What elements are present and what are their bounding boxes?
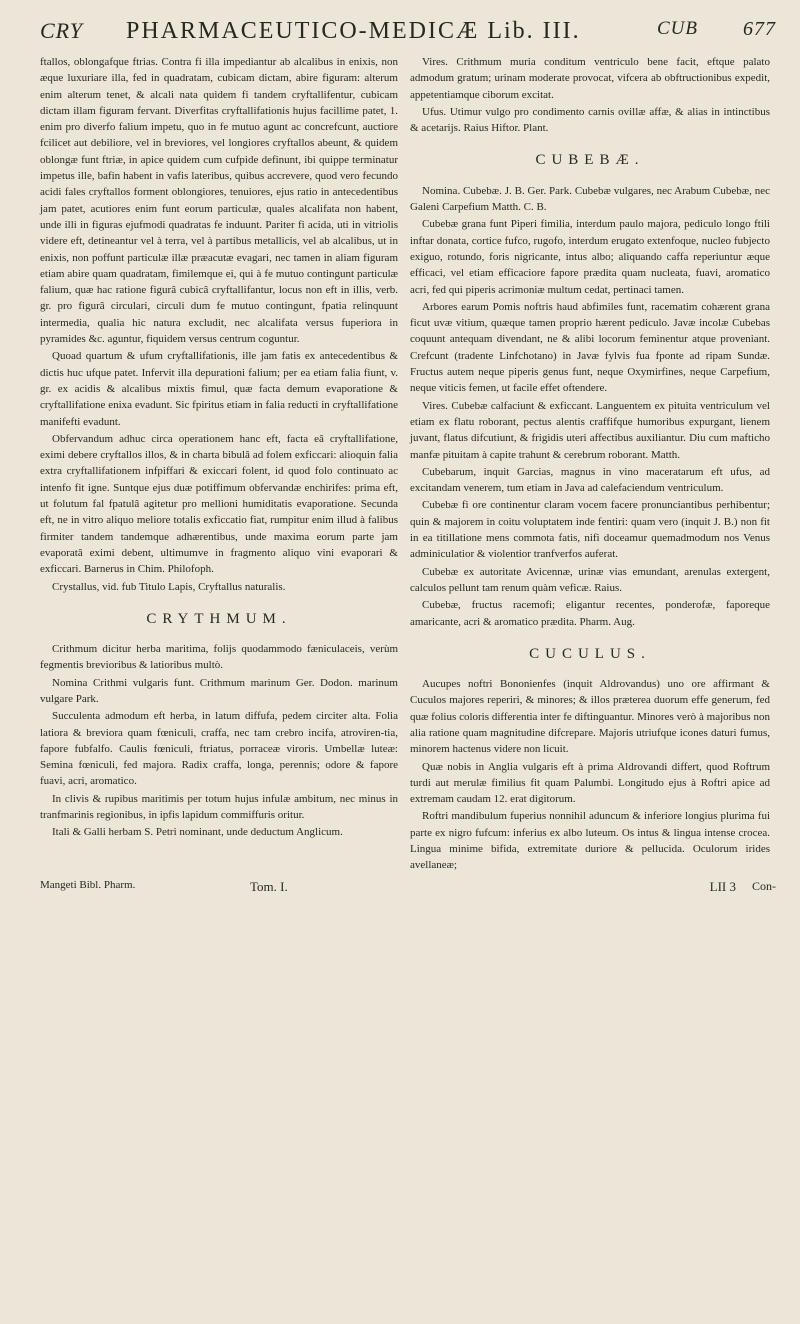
paragraph: Ufus. Utimur vulgo pro condimento carnis ovillæ affæ, & alias in intinctibus & acetarijs. Raius Hiftor. Plant.	[410, 105, 770, 135]
running-header	[40, 18, 776, 54]
paragraph: Crystallus, vid. fub Titulo Lapis, Cryftallus naturalis.	[52, 580, 286, 593]
paragraph: Crithmum dicitur herba maritima, folijs quodammodo fæniculaceis, verùm fegmentis brevioribus & latioribus multò.	[40, 643, 398, 672]
catchword: Con-	[752, 879, 776, 893]
footer-note: Mangeti Bibl. Pharm.	[40, 879, 136, 891]
paragraph: Obfervandum adhuc circa operationem hanc eft, facta eâ cryftallifatione, eximi debere cryftallos illos, & in charta bibulâ ad folem exficcari: alioquin falia extra cryftallifationem infpiffari & exiccari folent, id quod folo continuato ac intenfo fit igne. Suntque ejus duæ potiffimum obfervandæ enchirifes: prima eft, ut folutum fal fpatulâ agitetur pro mellioni humiditatis evaporatione. Secunda eft, ne in vitro aliquo meliore totalis exficcatio fiat, rumpitur enim illud à falibus firmiter tandem tandemque adhærentibus, unde maxima eorum parte jam evaporatâ eximi debent, ultimumve in fragmento aliquo vini evaporari & exficcari. Barnerus in Chim. Philofoph.	[40, 432, 398, 576]
section-heading: CUCULUS.	[529, 645, 651, 662]
left-column	[40, 54, 398, 842]
section-heading: CRYTHMUM.	[146, 610, 292, 627]
paragraph: Cubebæ grana funt Piperi fimilia, interdum paulo majora, pediculo longo ftili inftar donata, cortice fufco, rugofo, interdum erugato extenfoque, nucleo fubjecto exiguo, rotundo, foris nigricante, intus albo; aliquando caffa reperiuntur æque efficaci, vel etiam efficaciore fapore prædita quam nucleata, fuavi, aromatico acri, fed qui piperis acrimoniæ multum cedat, pertinaci tamen.	[410, 218, 770, 296]
section-heading: CUBEBÆ.	[535, 152, 645, 169]
header-left: CRY	[40, 18, 83, 43]
paragraph: Itali & Galli herbam S. Petri nominant, unde deductum Anglicum.	[52, 826, 343, 839]
paragraph: Succulenta admodum eft herba, in latum diffufa, pedem circiter alta. Folia latiora & breviora quam fœniculi, craffa, nec tam crebro incifa, atroviren-tia, fapore fubfalfo. Caulis fœniculi, ftriatus, porraceæ viroris. Umbellæ luteæ: Semina fœniculi, fed majora. Radix craffa, longa, perennis; odore & fapore fuavi, acri, aromatico.	[40, 710, 398, 788]
right-column	[410, 54, 770, 875]
paragraph: Quoad quartum & ufum cryftallifationis, ille jam fatis ex antecedentibus & dictis huc ufque patet. Infervit illa depurationi falium; per ea etiam falia fiunt, v. gr. ex acidis & alcalibus mixtis fimul, quæ facta demum evaporatione & cryftallifatione enixa evadunt. Sic fpiritus etiam in falia reducti in cryftallifatione manifefti evadunt.	[40, 350, 398, 428]
paragraph: ftallos, oblongafque ftrias. Contra fi illa impediantur ab alcalibus in enixis, non æque luxuriare illa, fed in quadratam, cubicam dictam, abire figuram: alterum enim alterum tenet, & alcali nata quidem fi tandem cryftallifentur, cubicam dictam illam figuram fervant. Diverfitas cryftallifationis hujus facillime patet, 1. enim pro diverfo falium impetu, quo in fe mutuo agunt ac concrefcunt, auctiore fcilicet aut debiliore, vel in breviores, vel longiores cryftallos abeunt, & quidem oblongæ funt ftriæ, in apice quidem cum cufpide definunt, ibi quippe terminatur impetus ille, bafin habent in vafis lateribus, quibus accrevere, quod vero fecundo acidi fales cryftallos forment oblongiores, tenuiores, ejus ratio in antecedentibus jam patet, acutiores enim funt eorum particulæ, quales alcalifata non habent, unde illi in figuras ejufmodi quadratas fe induunt. Pariter fi acida, uti in vitriolis videre eft, detineantur vel à terra, vel à partibus metallicis, vel ab alcalibus, ut in enixis, non poffunt particulæ illæ præacutæ evagari, nec tamen in aliam figuram etiam abire quam quadratam, fimilemque ei, qui à fe mutuo contingunt particulæ falium, quæ hac ratione figurâ cubicâ cryftallifantur, locus non eft in illis, verb. gr. pro figurâ circulari, circuli dum fe mutuo contingunt, fpatia relinquunt intermedia, qualia hic natura excludit, nec alcalifata versus fuperiora in pyramides &c. aguntur, fiquidem versus centrum coguntur.	[40, 56, 398, 346]
volume-mark: Tom. I.	[250, 879, 288, 894]
signature-mark: LII 3	[709, 879, 736, 894]
paragraph: Cubebæ, fructus racemofi; eligantur recentes, ponderofæ, faporeque amaricante, acri & aromatico prædita. Pharm. Aug.	[410, 599, 770, 628]
paragraph: Cubebarum, inquit Garcias, magnus in vino maceratarum eft ufus, ad excitandam venerem, tum etiam in Java ad calefaciendum ventriculum.	[410, 465, 770, 495]
paragraph: Cubebæ ex autoritate Avicennæ, urinæ vias emundant, arenulas extergent, calculos pellunt tam renum quàm veficæ. Raius.	[410, 565, 770, 594]
header-title: PHARMACEUTICO-MEDICÆ Lib. III.	[126, 18, 581, 44]
paragraph: Quæ nobis in Anglia vulgaris eft à prima Aldrovandi differt, quod Roftrum turdi aut merulæ fimilius fit quam Palumbi. Longitudo ejus à Roftri apice ad extremam caudam 12. erat digitorum.	[410, 760, 770, 806]
paragraph: Arbores earum Pomis noftris haud abfimiles funt, racematim cohærent grana ficut uvæ vitium, quæque tamen proprio hærent pediculo. Javæ incolæ Cubebas coquunt antequam divendant, ne & alibi locorum feminentur atque proveniant. Crefcunt (tradente Linfchotano) in Javæ fylvis fua fponte ad ripam Sundæ. Fructus autem neque piperis genus funt, neque Oxymirfines, neque Carpefium, neque viticis femen, ut facile effet oftendere.	[410, 300, 770, 395]
header-right: CUB	[657, 18, 698, 39]
paragraph: Roftri mandibulum fuperius nonnihil aduncum & inferiore longius plurima fui parte ex nigro fufcum: inferius ex albo luteum. Os intus & lingua intense crocea. Lingua minime bifida, extremitate duriore & pellucida. Oculorum irides avellaneæ;	[410, 810, 770, 872]
paragraph: In clivis & rupibus maritimis per totum hujus infulæ ambitum, nec minus in tranfmarinis regionibus, in ipfis lapidum commiffuris oritur.	[40, 792, 398, 822]
page-number: 677	[743, 18, 776, 40]
paragraph: Vires. Crithmum muria conditum ventriculo bene facit, eftque palato admodum gratum; urinam moderate provocat, vifcera ab obftructionibus expedit, appetentiamque ciborum excitat.	[410, 56, 770, 101]
paragraph: Nomina. Cubebæ. J. B. Ger. Park. Cubebæ vulgares, nec Arabum Cubebæ, nec Galeni Carpefium Matth. C. B.	[410, 184, 770, 214]
paragraph: Aucupes noftri Bononienfes (inquit Aldrovandus) uno ore affirmant & Cuculos majores reperiri, & minores; & illos præterea duorum effe generum, fed quæ folius coloris differentia inter fe diftinguantur. Minores verò à majoribus non alia ratione quam magnitudine difcrepare. Majoris utriufque icones daturi fumus, minorem hactenus videre non licuit.	[410, 678, 770, 756]
paragraph: Cubebæ fi ore continentur claram vocem facere pronunciantibus perhibentur; quin & majorem in coitu voluptatem inde fentiri: quam vero (inquit J. B.) non fit in ea titillatione mens commota fatis, nifi doceamur quemadmodum nos Venus adminiculatior & violentior tranfverfos auferat.	[410, 499, 770, 561]
paragraph: Nomina Crithmi vulgaris funt. Crithmum marinum Ger. Dodon. marinum vulgare Park.	[40, 676, 398, 705]
paragraph: Vires. Cubebæ calfaciunt & exficcant. Languentem ex pituita ventriculum vel etiam ex flatu roborant, pectus alentis craffifque humoribus expurgant, lienem juvant, flatus difcutiunt, & frigidis uteri affectibus auxiliantur. Diu cum mafticho manfæ pituitam à capite trahunt & cerebrum roborant. Matth.	[410, 399, 770, 461]
